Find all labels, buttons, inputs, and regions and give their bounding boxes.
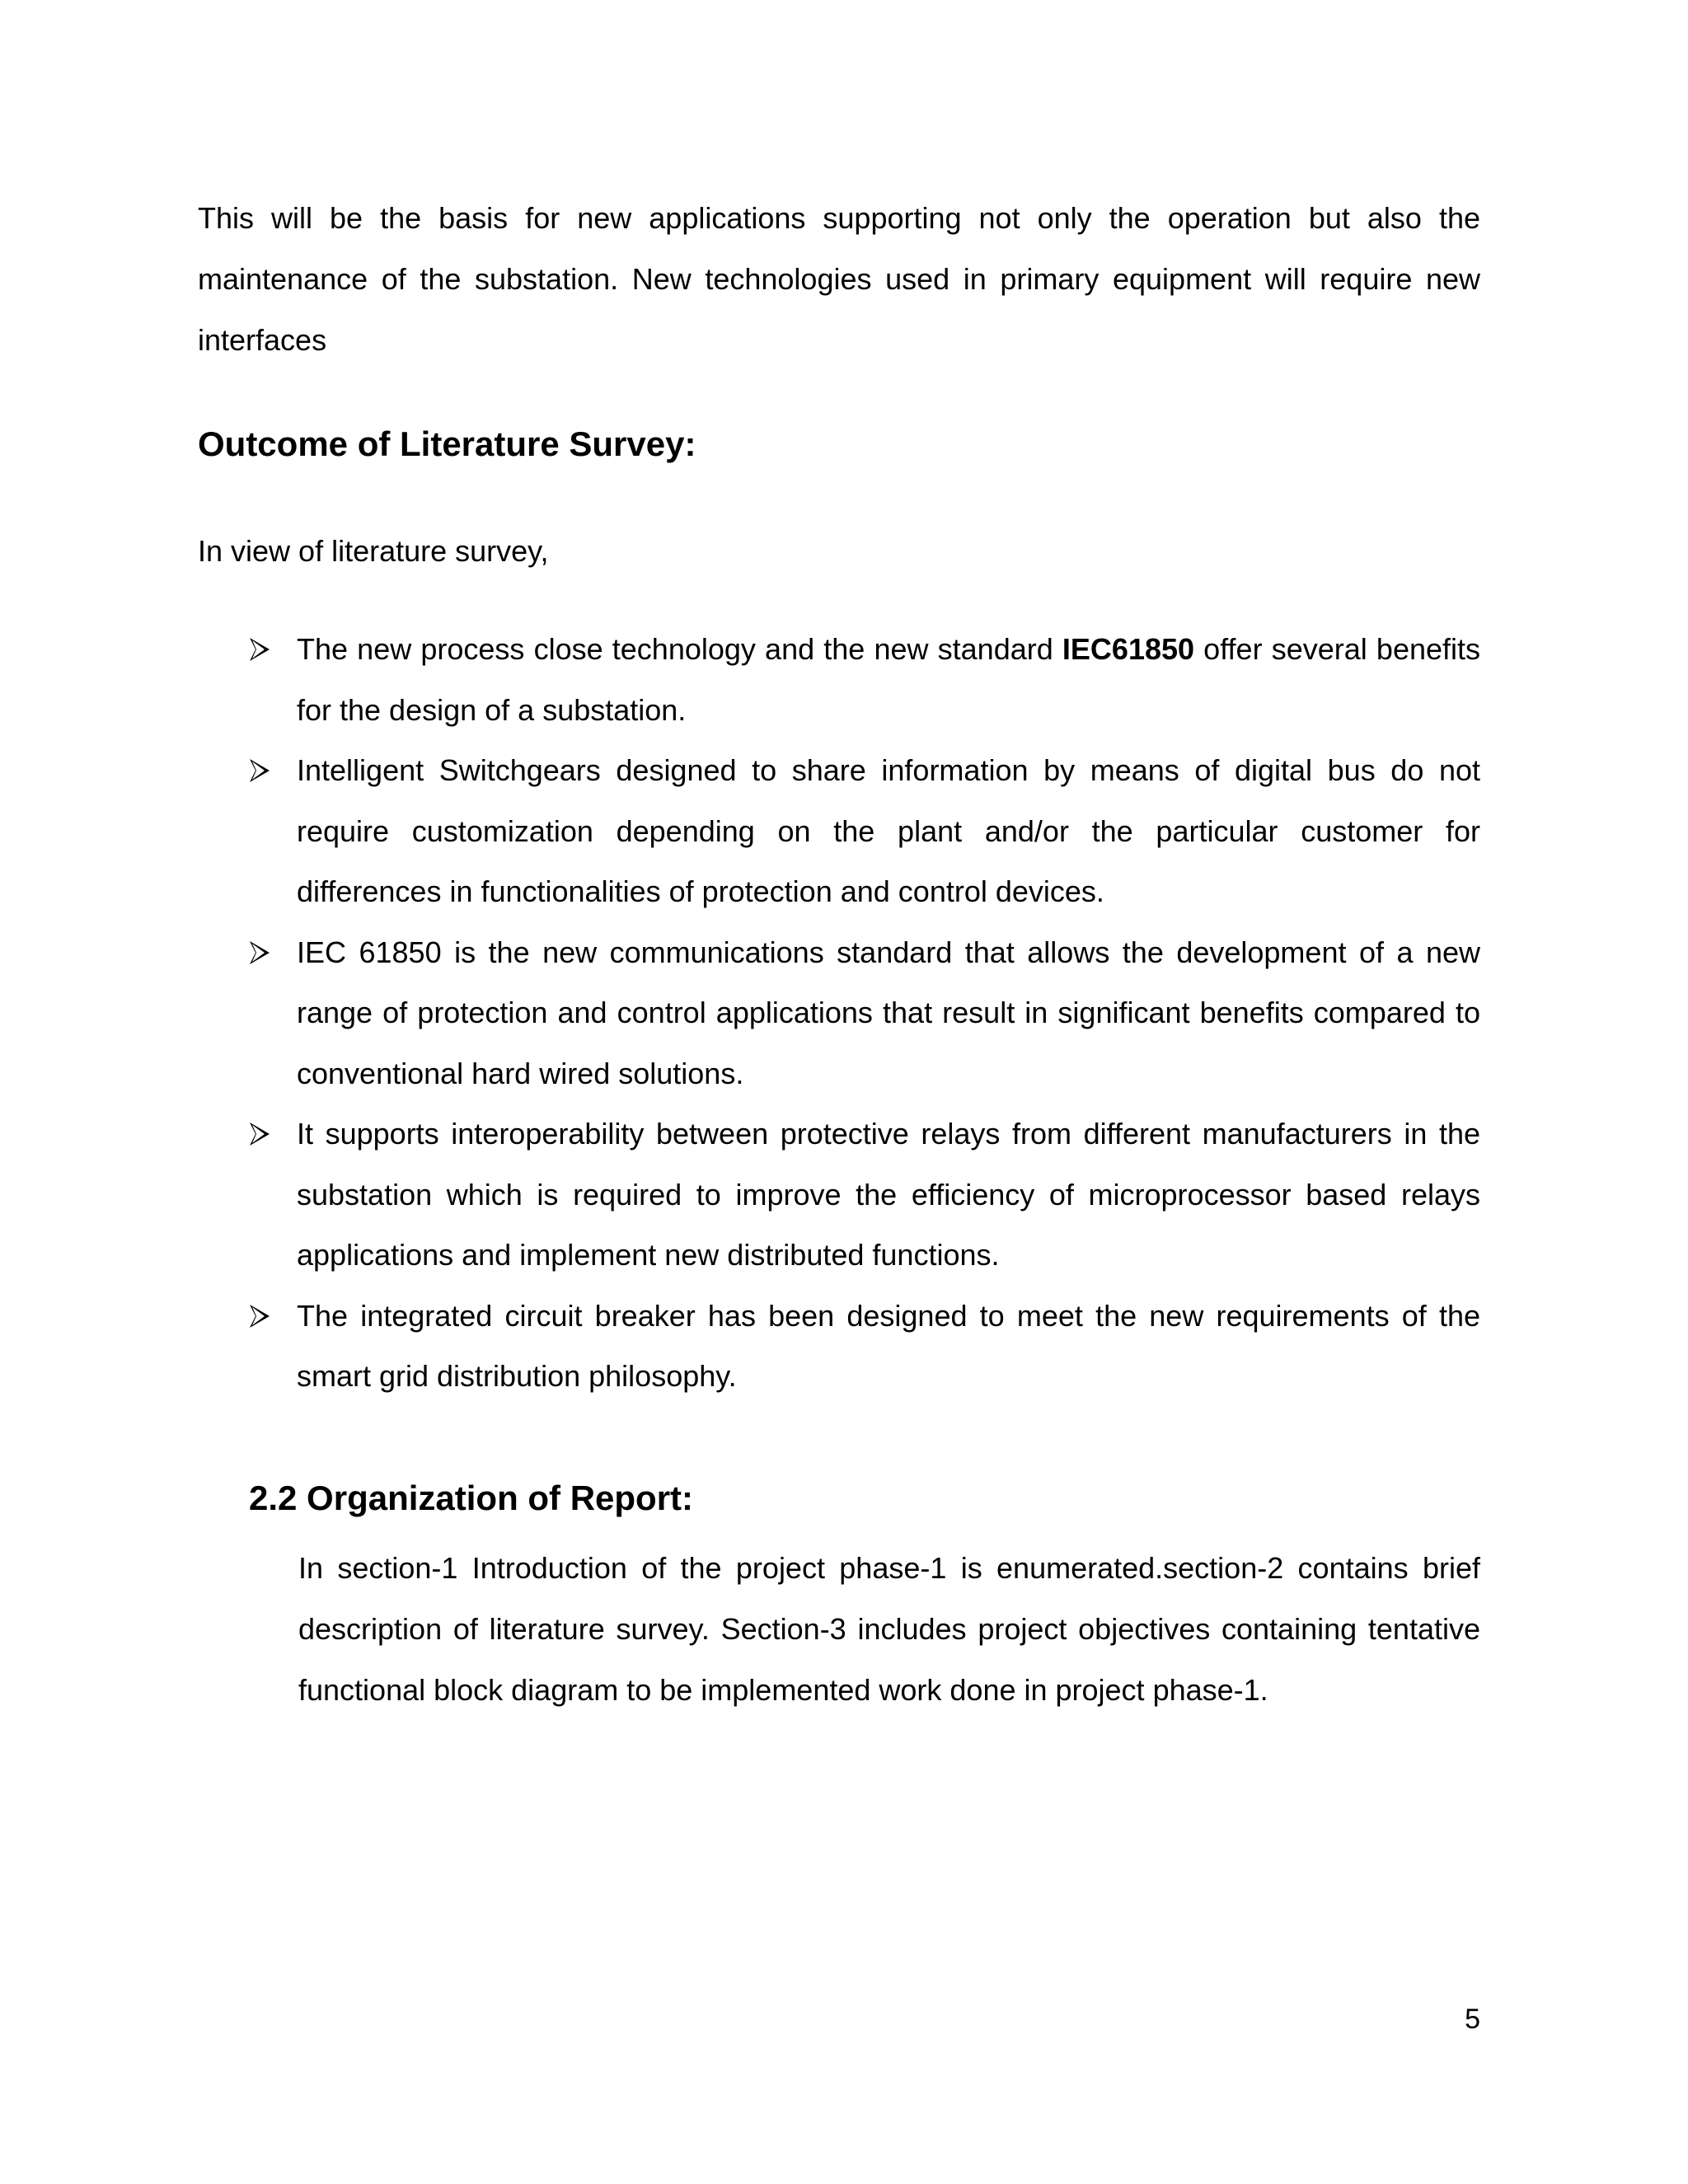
right-arrow-bullet-icon	[249, 637, 270, 662]
page-number: 5	[1465, 2004, 1480, 2035]
bullet-text: IEC 61850 is the new communications standard that allows the development of a new range of protection and control applications that result in significant benefits compared to conventional hard wired solutions.	[297, 935, 1480, 1090]
bullet-text: Intelligent Switchgears designed to share information by means of digital bus do not require customization depending on the plant and/or the particular customer for differences in functionalities of protection and control devices.	[297, 753, 1480, 908]
organization-heading: 2.2 Organization of Report:	[249, 1479, 694, 1517]
bullet-text	[297, 619, 1480, 740]
outcome-lead-in: In view of literature survey,	[198, 534, 549, 568]
bullet-text: The integrated circuit breaker has been designed to meet the new requirements of the smart grid distribution philosophy.	[297, 1298, 1480, 1393]
list-item	[0, 1104, 1688, 1286]
list-item	[0, 922, 1688, 1104]
bullet-text-segment: The new process close technology and the new standard	[297, 632, 1062, 666]
right-arrow-bullet-icon	[249, 1122, 270, 1146]
list-item	[0, 619, 1688, 740]
intro-paragraph: This will be the basis for new applications supporting not only the operation but also the maintenance of the substation. New technologies used in primary equipment will require new interfaces	[198, 201, 1480, 357]
list-item	[0, 1286, 1688, 1407]
bullet-text-segment: offer several benefits for the design of a substation.	[297, 632, 1481, 727]
outcome-bullet-list	[0, 619, 1688, 1407]
standard-name: IEC61850	[1062, 632, 1195, 666]
right-arrow-bullet-icon	[249, 1304, 270, 1329]
bullet-text: It supports interoperability between protective relays from different manufacturers in the substation which is required to improve the efficiency of microprocessor based relays applications and implement new distributed functions.	[297, 1117, 1480, 1272]
outcome-heading: Outcome of Literature Survey:	[198, 424, 696, 463]
right-arrow-bullet-icon	[249, 758, 270, 783]
right-arrow-bullet-icon	[249, 940, 270, 965]
list-item	[0, 740, 1688, 922]
organization-paragraph: In section-1 Introduction of the project phase-1 is enumerated.section-2 contains brief description of literature survey. Section-3 includes project objectives containing tentative functional block diagram to be implemented work done in project phase-1.	[298, 1551, 1480, 1707]
